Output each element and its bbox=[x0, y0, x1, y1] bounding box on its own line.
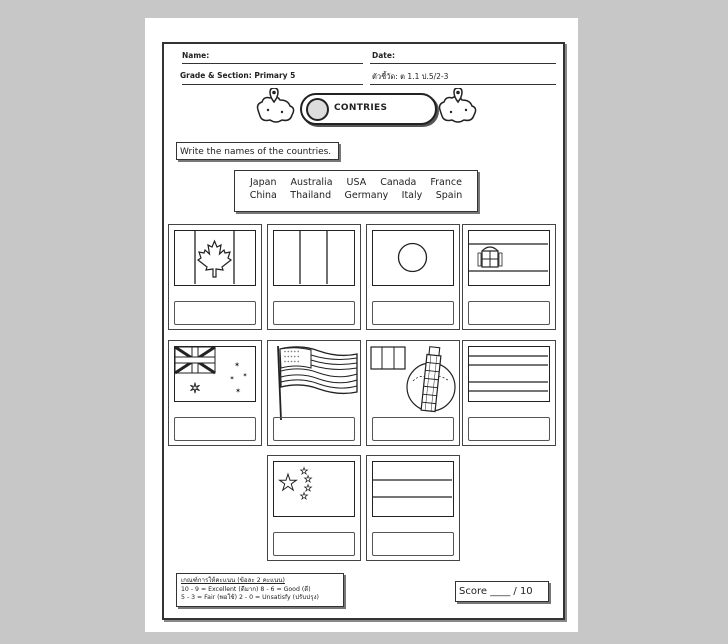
word-bank-item: Thailand bbox=[290, 190, 332, 201]
flag-card bbox=[366, 455, 460, 561]
word-bank bbox=[234, 170, 478, 212]
svg-text:* * * * *: * * * * * bbox=[284, 350, 300, 355]
svg-text:★: ★ bbox=[278, 471, 298, 496]
answer-box[interactable] bbox=[468, 301, 550, 325]
flag-card bbox=[267, 340, 361, 446]
word-bank-row-1 bbox=[235, 177, 477, 188]
answer-box[interactable] bbox=[468, 417, 550, 441]
answer-box[interactable] bbox=[174, 301, 256, 325]
criteria-line-2: 5 - 3 = Fair (พอใช้) 2 - 0 = Unsatisfy (ปรับปรุง) bbox=[181, 594, 319, 601]
usa-waving-flag bbox=[271, 344, 359, 420]
svg-text:✶: ✶ bbox=[235, 387, 241, 395]
word-bank-item: Australia bbox=[290, 177, 333, 188]
score-label: Score bbox=[459, 586, 488, 597]
canada-flag bbox=[174, 230, 256, 286]
thailand-stripes-flag bbox=[468, 346, 550, 402]
italy-pisa-illustration bbox=[369, 343, 457, 419]
answer-box[interactable] bbox=[273, 532, 355, 556]
flag-card bbox=[267, 224, 361, 330]
japan-flag bbox=[372, 230, 454, 286]
date-line bbox=[370, 63, 556, 64]
flag-card bbox=[168, 340, 262, 446]
worksheet-title: CONTRIES bbox=[334, 103, 388, 113]
answer-box[interactable] bbox=[273, 301, 355, 325]
map-pin-icon bbox=[436, 88, 482, 126]
answer-box[interactable] bbox=[372, 301, 454, 325]
svg-text:✶: ✶ bbox=[229, 375, 235, 382]
score-blank[interactable]: ____ bbox=[490, 586, 511, 597]
title-banner bbox=[300, 93, 437, 125]
answer-box[interactable] bbox=[174, 417, 256, 441]
flag-card bbox=[462, 340, 556, 446]
worksheet-frame bbox=[162, 42, 565, 620]
word-bank-item: Italy bbox=[401, 190, 423, 201]
svg-text:★: ★ bbox=[299, 467, 309, 477]
svg-text:✶: ✶ bbox=[234, 361, 240, 369]
title-circle bbox=[306, 98, 329, 121]
word-bank-row-2 bbox=[235, 190, 477, 201]
svg-text:✶: ✶ bbox=[189, 381, 201, 397]
date-label: Date: bbox=[372, 51, 395, 60]
svg-text:* * * * *: * * * * * bbox=[284, 360, 300, 365]
svg-text:✶: ✶ bbox=[242, 372, 248, 379]
horizontal-tricolor-flag bbox=[372, 461, 454, 517]
score-box bbox=[455, 581, 549, 602]
indicator-label: ตัวชี้วัด: ต 1.1 ป.5/2-3 bbox=[372, 72, 449, 81]
score-total: / 10 bbox=[513, 586, 533, 597]
word-bank-item: China bbox=[249, 190, 277, 201]
flag-card bbox=[462, 224, 556, 330]
svg-text:★: ★ bbox=[303, 475, 313, 485]
grade-line bbox=[182, 84, 363, 85]
word-bank-item: Japan bbox=[250, 177, 277, 188]
answer-box[interactable] bbox=[273, 417, 355, 441]
scoring-criteria bbox=[176, 573, 344, 607]
word-bank-item: USA bbox=[346, 177, 367, 188]
china-flag bbox=[273, 461, 355, 517]
word-bank-item: Spain bbox=[435, 190, 463, 201]
spain-flag bbox=[468, 230, 550, 286]
svg-text:★: ★ bbox=[303, 484, 313, 494]
australia-flag bbox=[174, 346, 256, 402]
word-bank-item: Canada bbox=[380, 177, 417, 188]
flag-card bbox=[267, 455, 361, 561]
flag-card bbox=[366, 224, 460, 330]
answer-box[interactable] bbox=[372, 532, 454, 556]
flag-card bbox=[366, 340, 460, 446]
answer-box[interactable] bbox=[372, 417, 454, 441]
indicator-line bbox=[370, 84, 556, 85]
criteria-line-1: 10 - 9 = Excellent (ดีมาก) 8 - 6 = Good (ดี) bbox=[181, 585, 311, 593]
vertical-tricolor-flag bbox=[273, 230, 355, 286]
svg-text:* * * * *: * * * * * bbox=[284, 355, 300, 360]
name-line bbox=[182, 63, 363, 64]
instruction-box: Write the names of the countries. bbox=[176, 142, 339, 160]
name-label: Name: bbox=[182, 51, 210, 60]
svg-text:★: ★ bbox=[299, 492, 309, 502]
grade-label: Grade & Section: Primary 5 bbox=[180, 71, 296, 80]
word-bank-item: France bbox=[430, 177, 462, 188]
flag-card bbox=[168, 224, 262, 330]
criteria-title: เกณฑ์การให้คะแนน (ข้อละ 2 คะแนน) bbox=[181, 577, 285, 584]
map-pin-icon bbox=[254, 88, 300, 126]
word-bank-item: Germany bbox=[344, 190, 389, 201]
